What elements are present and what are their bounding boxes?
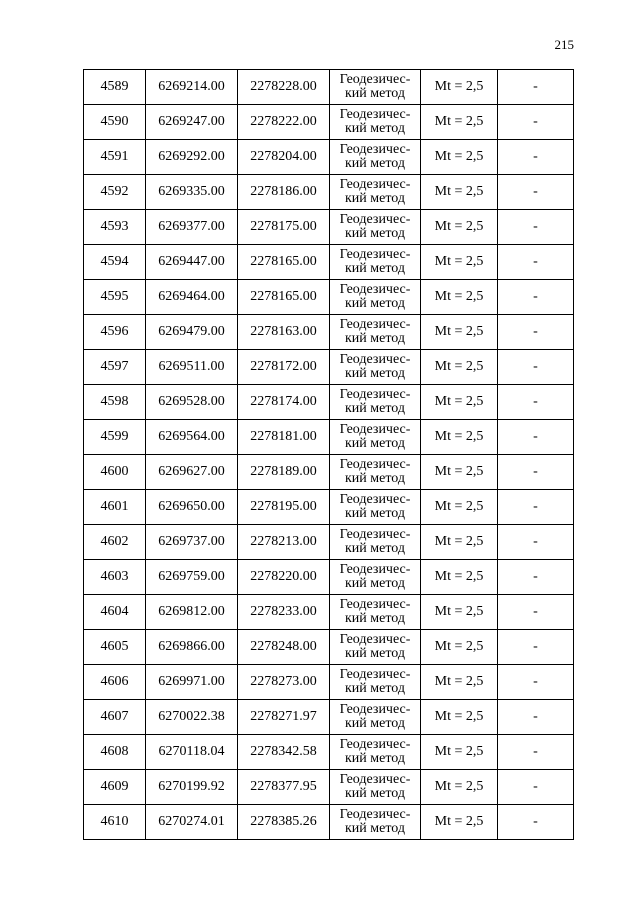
method-cell <box>330 665 421 700</box>
method-cell <box>330 210 421 245</box>
y-coordinate-cell: 2278342.58 <box>238 735 330 770</box>
method-cell <box>330 770 421 805</box>
accuracy-cell: Mt = 2,5 <box>421 385 498 420</box>
table-row <box>84 280 574 315</box>
accuracy-cell: Mt = 2,5 <box>421 350 498 385</box>
point-number-cell: 4609 <box>84 770 146 805</box>
point-number-cell: 4600 <box>84 455 146 490</box>
method-cell <box>330 245 421 280</box>
method-text-line: Геодезичес- <box>339 772 411 787</box>
y-coordinate-cell: 2278181.00 <box>238 420 330 455</box>
x-coordinate-cell: 6269650.00 <box>146 490 238 525</box>
point-number-cell: 4610 <box>84 805 146 840</box>
method-cell <box>330 280 421 315</box>
page-number: 215 <box>554 37 574 52</box>
method-cell <box>330 700 421 735</box>
note-cell: - <box>498 455 574 490</box>
method-cell <box>330 105 421 140</box>
note-cell: - <box>498 175 574 210</box>
method-text-line: кий метод <box>344 786 405 801</box>
method-text-line: кий метод <box>344 261 405 276</box>
note-cell: - <box>498 595 574 630</box>
table-row <box>84 385 574 420</box>
point-number-cell: 4598 <box>84 385 146 420</box>
table-row <box>84 665 574 700</box>
x-coordinate-cell: 6269377.00 <box>146 210 238 245</box>
accuracy-cell: Mt = 2,5 <box>421 420 498 455</box>
point-number-cell: 4589 <box>84 70 146 105</box>
note-cell: - <box>498 665 574 700</box>
note-cell: - <box>498 490 574 525</box>
y-coordinate-cell: 2278220.00 <box>238 560 330 595</box>
table-row <box>84 210 574 245</box>
method-cell <box>330 525 421 560</box>
x-coordinate-cell: 6269759.00 <box>146 560 238 595</box>
table-row <box>84 455 574 490</box>
method-cell <box>330 455 421 490</box>
method-text-line: кий метод <box>344 86 405 101</box>
point-number-cell: 4591 <box>84 140 146 175</box>
table-row <box>84 105 574 140</box>
method-text-line: Геодезичес- <box>339 492 411 507</box>
method-text-line: Геодезичес- <box>339 667 411 682</box>
point-number-cell: 4601 <box>84 490 146 525</box>
table-row <box>84 490 574 525</box>
accuracy-cell: Mt = 2,5 <box>421 805 498 840</box>
accuracy-cell: Mt = 2,5 <box>421 175 498 210</box>
accuracy-cell: Mt = 2,5 <box>421 665 498 700</box>
note-cell: - <box>498 770 574 805</box>
x-coordinate-cell: 6269564.00 <box>146 420 238 455</box>
accuracy-cell: Mt = 2,5 <box>421 105 498 140</box>
method-cell <box>330 140 421 175</box>
method-cell <box>330 560 421 595</box>
method-cell <box>330 315 421 350</box>
x-coordinate-cell: 6270199.92 <box>146 770 238 805</box>
y-coordinate-cell: 2278204.00 <box>238 140 330 175</box>
method-text-line: Геодезичес- <box>339 807 411 822</box>
accuracy-cell: Mt = 2,5 <box>421 245 498 280</box>
method-text-line: Геодезичес- <box>339 142 411 157</box>
method-text-line: Геодезичес- <box>339 352 411 367</box>
x-coordinate-cell: 6269464.00 <box>146 280 238 315</box>
method-text-line: Геодезичес- <box>339 212 411 227</box>
note-cell: - <box>498 70 574 105</box>
y-coordinate-cell: 2278222.00 <box>238 105 330 140</box>
coordinates-table-body <box>84 70 574 840</box>
point-number-cell: 4608 <box>84 735 146 770</box>
x-coordinate-cell: 6269247.00 <box>146 105 238 140</box>
method-text-line: Геодезичес- <box>339 422 411 437</box>
method-text-line: кий метод <box>344 121 405 136</box>
method-cell <box>330 385 421 420</box>
method-text-line: кий метод <box>344 331 405 346</box>
method-cell <box>330 70 421 105</box>
method-text-line: Геодезичес- <box>339 72 411 87</box>
point-number-cell: 4596 <box>84 315 146 350</box>
table-row <box>84 175 574 210</box>
method-cell <box>330 350 421 385</box>
y-coordinate-cell: 2278165.00 <box>238 245 330 280</box>
method-cell <box>330 175 421 210</box>
y-coordinate-cell: 2278271.97 <box>238 700 330 735</box>
point-number-cell: 4606 <box>84 665 146 700</box>
coordinates-table <box>83 69 574 840</box>
y-coordinate-cell: 2278174.00 <box>238 385 330 420</box>
table-row <box>84 245 574 280</box>
table-row <box>84 70 574 105</box>
note-cell: - <box>498 315 574 350</box>
x-coordinate-cell: 6270022.38 <box>146 700 238 735</box>
method-cell <box>330 630 421 665</box>
method-text-line: Геодезичес- <box>339 527 411 542</box>
x-coordinate-cell: 6270274.01 <box>146 805 238 840</box>
note-cell: - <box>498 805 574 840</box>
x-coordinate-cell: 6269511.00 <box>146 350 238 385</box>
x-coordinate-cell: 6269335.00 <box>146 175 238 210</box>
table-row <box>84 140 574 175</box>
method-text-line: Геодезичес- <box>339 247 411 262</box>
method-text-line: кий метод <box>344 401 405 416</box>
point-number-cell: 4594 <box>84 245 146 280</box>
method-text-line: Геодезичес- <box>339 107 411 122</box>
y-coordinate-cell: 2278163.00 <box>238 315 330 350</box>
point-number-cell: 4590 <box>84 105 146 140</box>
method-text-line: кий метод <box>344 156 405 171</box>
method-text-line: кий метод <box>344 821 405 836</box>
note-cell: - <box>498 210 574 245</box>
y-coordinate-cell: 2278165.00 <box>238 280 330 315</box>
y-coordinate-cell: 2278228.00 <box>238 70 330 105</box>
note-cell: - <box>498 280 574 315</box>
x-coordinate-cell: 6269528.00 <box>146 385 238 420</box>
method-text-line: Геодезичес- <box>339 737 411 752</box>
table-row <box>84 630 574 665</box>
accuracy-cell: Mt = 2,5 <box>421 490 498 525</box>
table-row <box>84 700 574 735</box>
method-text-line: кий метод <box>344 436 405 451</box>
point-number-cell: 4592 <box>84 175 146 210</box>
method-text-line: кий метод <box>344 751 405 766</box>
y-coordinate-cell: 2278175.00 <box>238 210 330 245</box>
method-text-line: кий метод <box>344 366 405 381</box>
x-coordinate-cell: 6269214.00 <box>146 70 238 105</box>
note-cell: - <box>498 420 574 455</box>
method-text-line: кий метод <box>344 646 405 661</box>
point-number-cell: 4605 <box>84 630 146 665</box>
method-text-line: кий метод <box>344 296 405 311</box>
point-number-cell: 4602 <box>84 525 146 560</box>
table-row <box>84 525 574 560</box>
note-cell: - <box>498 700 574 735</box>
x-coordinate-cell: 6269627.00 <box>146 455 238 490</box>
point-number-cell: 4597 <box>84 350 146 385</box>
note-cell: - <box>498 350 574 385</box>
method-cell <box>330 735 421 770</box>
accuracy-cell: Mt = 2,5 <box>421 700 498 735</box>
note-cell: - <box>498 105 574 140</box>
point-number-cell: 4607 <box>84 700 146 735</box>
y-coordinate-cell: 2278195.00 <box>238 490 330 525</box>
accuracy-cell: Mt = 2,5 <box>421 70 498 105</box>
method-text-line: кий метод <box>344 226 405 241</box>
note-cell: - <box>498 735 574 770</box>
y-coordinate-cell: 2278172.00 <box>238 350 330 385</box>
accuracy-cell: Mt = 2,5 <box>421 140 498 175</box>
table-row <box>84 770 574 805</box>
y-coordinate-cell: 2278233.00 <box>238 595 330 630</box>
method-text-line: Геодезичес- <box>339 562 411 577</box>
accuracy-cell: Mt = 2,5 <box>421 525 498 560</box>
point-number-cell: 4593 <box>84 210 146 245</box>
accuracy-cell: Mt = 2,5 <box>421 280 498 315</box>
y-coordinate-cell: 2278377.95 <box>238 770 330 805</box>
method-text-line: Геодезичес- <box>339 317 411 332</box>
method-text-line: Геодезичес- <box>339 702 411 717</box>
method-text-line: кий метод <box>344 576 405 591</box>
x-coordinate-cell: 6269812.00 <box>146 595 238 630</box>
method-text-line: Геодезичес- <box>339 387 411 402</box>
method-cell <box>330 490 421 525</box>
y-coordinate-cell: 2278273.00 <box>238 665 330 700</box>
x-coordinate-cell: 6269737.00 <box>146 525 238 560</box>
method-text-line: кий метод <box>344 681 405 696</box>
method-text-line: кий метод <box>344 191 405 206</box>
accuracy-cell: Mt = 2,5 <box>421 210 498 245</box>
accuracy-cell: Mt = 2,5 <box>421 455 498 490</box>
x-coordinate-cell: 6269292.00 <box>146 140 238 175</box>
method-text-line: кий метод <box>344 506 405 521</box>
note-cell: - <box>498 525 574 560</box>
y-coordinate-cell: 2278189.00 <box>238 455 330 490</box>
point-number-cell: 4595 <box>84 280 146 315</box>
method-text-line: кий метод <box>344 716 405 731</box>
accuracy-cell: Mt = 2,5 <box>421 735 498 770</box>
note-cell: - <box>498 140 574 175</box>
point-number-cell: 4603 <box>84 560 146 595</box>
point-number-cell: 4604 <box>84 595 146 630</box>
method-text-line: Геодезичес- <box>339 457 411 472</box>
method-cell <box>330 805 421 840</box>
method-cell <box>330 420 421 455</box>
note-cell: - <box>498 245 574 280</box>
y-coordinate-cell: 2278385.26 <box>238 805 330 840</box>
x-coordinate-cell: 6269866.00 <box>146 630 238 665</box>
accuracy-cell: Mt = 2,5 <box>421 770 498 805</box>
table-row <box>84 315 574 350</box>
table-row <box>84 420 574 455</box>
table-row <box>84 560 574 595</box>
method-cell <box>330 595 421 630</box>
table-row <box>84 595 574 630</box>
method-text-line: Геодезичес- <box>339 282 411 297</box>
y-coordinate-cell: 2278186.00 <box>238 175 330 210</box>
method-text-line: Геодезичес- <box>339 177 411 192</box>
note-cell: - <box>498 385 574 420</box>
method-text-line: Геодезичес- <box>339 597 411 612</box>
accuracy-cell: Mt = 2,5 <box>421 560 498 595</box>
x-coordinate-cell: 6269479.00 <box>146 315 238 350</box>
table-row <box>84 735 574 770</box>
table-row <box>84 350 574 385</box>
method-text-line: кий метод <box>344 611 405 626</box>
method-text-line: Геодезичес- <box>339 632 411 647</box>
accuracy-cell: Mt = 2,5 <box>421 595 498 630</box>
method-text-line: кий метод <box>344 471 405 486</box>
note-cell: - <box>498 560 574 595</box>
point-number-cell: 4599 <box>84 420 146 455</box>
x-coordinate-cell: 6269971.00 <box>146 665 238 700</box>
accuracy-cell: Mt = 2,5 <box>421 630 498 665</box>
y-coordinate-cell: 2278248.00 <box>238 630 330 665</box>
x-coordinate-cell: 6269447.00 <box>146 245 238 280</box>
note-cell: - <box>498 630 574 665</box>
table-row <box>84 805 574 840</box>
x-coordinate-cell: 6270118.04 <box>146 735 238 770</box>
y-coordinate-cell: 2278213.00 <box>238 525 330 560</box>
accuracy-cell: Mt = 2,5 <box>421 315 498 350</box>
method-text-line: кий метод <box>344 541 405 556</box>
